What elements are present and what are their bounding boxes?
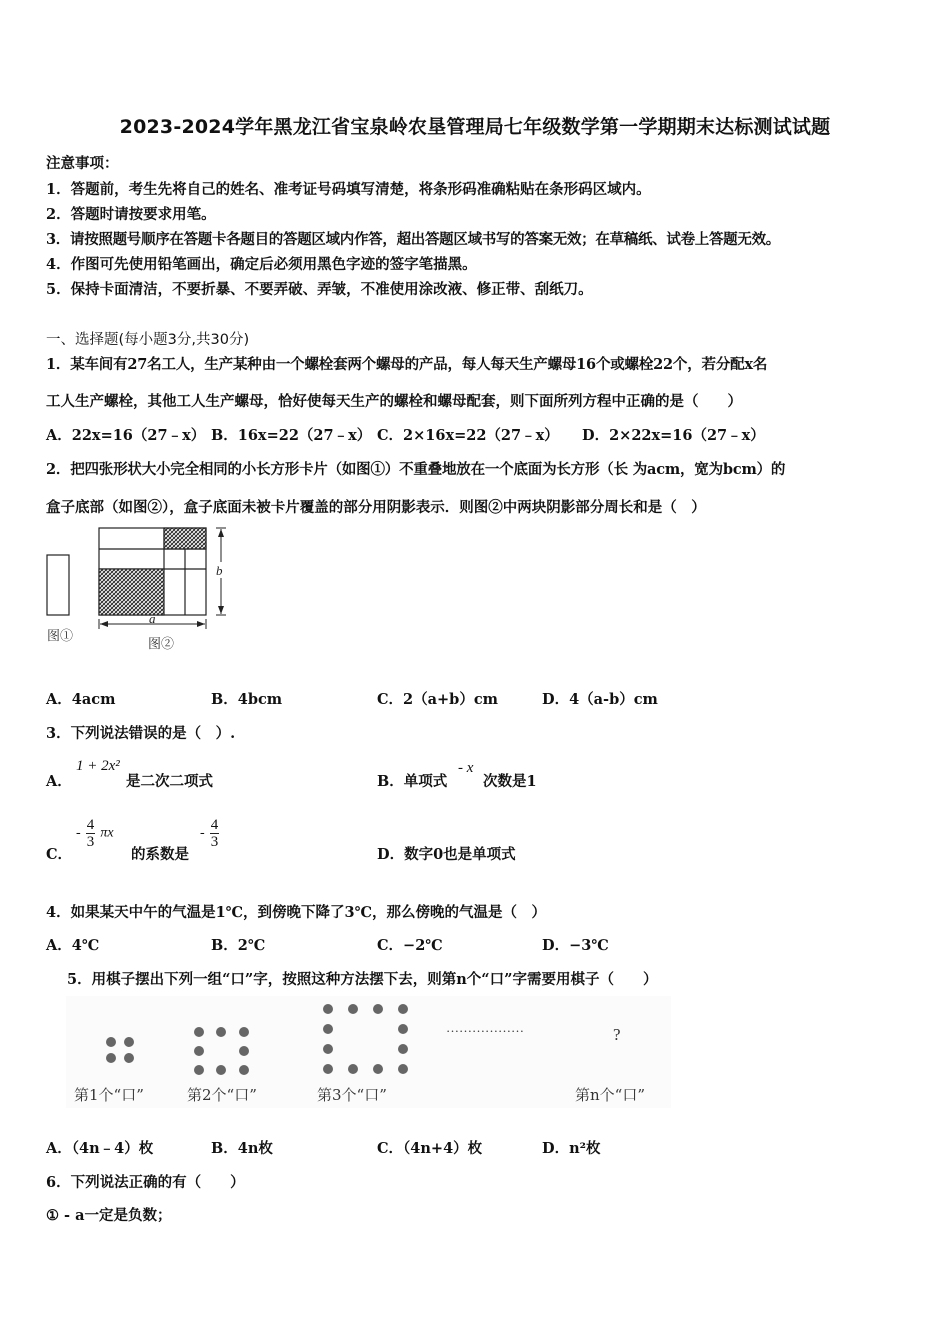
fig1-caption: 图① bbox=[47, 628, 74, 643]
q2-option-a: A．4acm bbox=[46, 691, 116, 708]
q5-option-d: D．n²枚 bbox=[542, 1140, 601, 1157]
q3-option-b-expr: - x bbox=[458, 760, 474, 776]
q5-stem: 5．用棋子摆出下列一组“口”字，按照这种方法摆下去，则第n个“口”字需要用棋子（ ） bbox=[67, 971, 658, 988]
q3-option-a-prefix: A． bbox=[46, 773, 72, 790]
caption-1: 第1个“口” bbox=[74, 1086, 144, 1104]
q4-stem: 4．如果某天中午的气温是1℃，到傍晚下降了3℃，那么傍晚的气温是（ ） bbox=[46, 904, 547, 921]
q2-option-c: C．2（a+b）cm bbox=[377, 691, 498, 708]
q3-option-a-text: 是二次二项式 bbox=[126, 773, 213, 790]
continuation-dots: ……………… bbox=[446, 1020, 524, 1035]
q4-option-d: D．−3℃ bbox=[542, 937, 609, 954]
label-a: a bbox=[149, 611, 156, 626]
q1-line1: 1．某车间有27名工人，生产某种由一个螺栓套两个螺母的产品，每人每天生产螺母16个或螺栓22个，若分配x名 bbox=[46, 356, 768, 373]
q3-option-d: D．数字0也是单项式 bbox=[377, 846, 516, 863]
notice-item: 4．作图可先使用铅笔画出，确定后必须用黑色字迹的签字笔描黑。 bbox=[46, 256, 477, 273]
notice-heading: 注意事项： bbox=[46, 155, 119, 172]
q2-line2: 盒子底部（如图②），盒子底面未被卡片覆盖的部分用阴影表示．则图②中两块阴影部分周长和是（ ） bbox=[46, 499, 706, 516]
page-title: 2023-2024学年黑龙江省宝泉岭农垦管理局七年级数学第一学期期末达标测试试题 bbox=[119, 116, 831, 138]
notice-item: 3．请按照题号顺序在答题卡各题目的答题区域内作答，超出答题区域书写的答案无效；在草稿纸、试卷上答题无效。 bbox=[46, 231, 780, 248]
q4-option-c: C．−2℃ bbox=[377, 937, 443, 954]
shaded-region-bottom bbox=[99, 569, 164, 615]
q1-option-a: A．22x=16（27﹣x） bbox=[46, 427, 206, 444]
caption-n: 第n个“口” bbox=[575, 1086, 645, 1104]
q5-option-a: A．（4n﹣4）枚 bbox=[46, 1140, 154, 1157]
notice-item: 2．答题时请按要求用笔。 bbox=[46, 206, 216, 223]
q3-option-c-value: - $\frac{4}{3}$ bbox=[200, 817, 219, 850]
fig1-card bbox=[47, 555, 69, 615]
q1-option-d: D．2×22x=16（27﹣x） bbox=[582, 427, 765, 444]
q1-option-b: B．16x=22（27﹣x） bbox=[211, 427, 372, 444]
q2-line1: 2．把四张形状大小完全相同的小长方形卡片（如图①）不重叠地放在一个底面为长方形（长 为acm，宽为bcm）的 bbox=[46, 461, 786, 478]
q3-stem: 3．下列说法错误的是（ ）. bbox=[46, 725, 236, 742]
q3-option-c-expr: - $\frac{4}{3}$ πx bbox=[76, 817, 114, 850]
q5-option-c: C．（4n+4）枚 bbox=[377, 1140, 483, 1157]
caption-2: 第2个“口” bbox=[187, 1086, 257, 1104]
caption-3: 第3个“口” bbox=[317, 1086, 387, 1104]
q3-option-c-prefix: C． bbox=[46, 846, 73, 863]
q4-option-a: A．4℃ bbox=[46, 937, 100, 954]
q5-figure bbox=[66, 996, 671, 1108]
q6-item-1: ① - a一定是负数； bbox=[46, 1207, 172, 1224]
q3-option-c-text: 的系数是 bbox=[131, 846, 189, 863]
question-mark: ? bbox=[613, 1025, 621, 1044]
notice-item: 5．保持卡面清洁，不要折暴、不要弄破、弄皱，不准使用涂改液、修正带、刮纸刀。 bbox=[46, 281, 593, 298]
shaded-region-top bbox=[164, 528, 206, 549]
q1-option-c: C．2×16x=22（27﹣x） bbox=[377, 427, 559, 444]
fraction: $\frac{4}{3}$ bbox=[86, 817, 95, 850]
fig2-caption: 图② bbox=[148, 636, 175, 651]
q3-option-a-expr: 1 + 2x² bbox=[76, 758, 120, 774]
q3-option-b-prefix: B．单项式 bbox=[377, 773, 448, 790]
q2-option-d: D．4（a-b）cm bbox=[542, 691, 658, 708]
fraction: $\frac{4}{3}$ bbox=[210, 817, 219, 850]
q2-option-b: B．4bcm bbox=[211, 691, 283, 708]
q4-option-b: B．2℃ bbox=[211, 937, 266, 954]
q6-stem: 6．下列说法正确的有（ ） bbox=[46, 1174, 245, 1191]
q1-line2: 工人生产螺栓，其他工人生产螺母，恰好使每天生产的螺栓和螺母配套，则下面所列方程中正确的是（ ） bbox=[46, 393, 742, 410]
section-heading: 一、选择题(每小题3分,共30分) bbox=[46, 332, 250, 348]
label-b: b bbox=[216, 563, 223, 578]
notice-item: 1．答题前，考生先将自己的姓名、准考证号码填写清楚，将条形码准确粘贴在条形码区域内。 bbox=[46, 181, 651, 198]
q5-option-b: B．4n枚 bbox=[211, 1140, 273, 1157]
q3-option-b-text: 次数是1 bbox=[483, 773, 537, 790]
q2-figure bbox=[40, 520, 240, 655]
